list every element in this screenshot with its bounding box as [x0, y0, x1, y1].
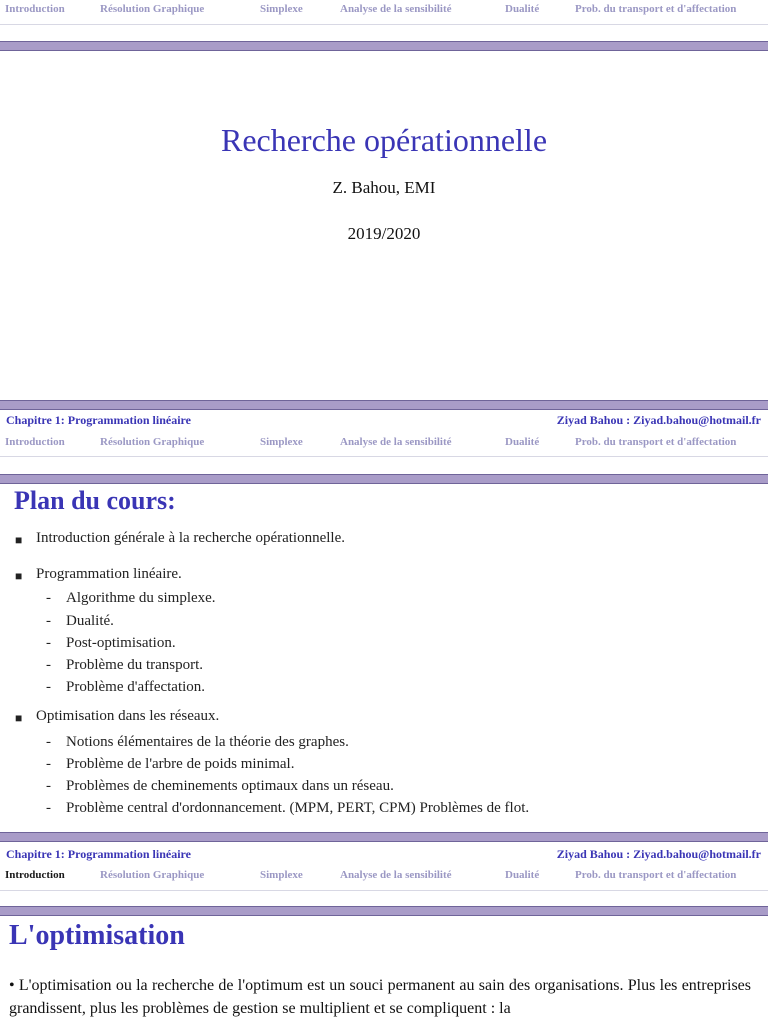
nav-item-simplexe[interactable]: Simplexe: [260, 3, 303, 15]
sub-item: Problème d'affectation.: [66, 679, 206, 695]
footer-contact: Ziyad Bahou : Ziyad.bahou@hotmail.fr: [556, 413, 761, 427]
sub-item: Post-optimisation.: [66, 635, 176, 651]
footer-band: [0, 400, 768, 410]
nav-divider: [0, 890, 768, 891]
nav-item-introduction[interactable]: Introduction: [5, 3, 65, 15]
nav-item-simplexe[interactable]: Simplexe: [260, 869, 303, 881]
list-item: [0, 566, 768, 706]
bullet-icon: ■: [15, 711, 23, 725]
nav-item-resolution-graphique[interactable]: Résolution Graphique: [100, 869, 205, 881]
nav-item-dualite[interactable]: Dualité: [505, 3, 540, 15]
sub-item: Notions élémentaires de la théorie des graphes.: [66, 734, 349, 750]
dash-marker: -: [46, 613, 51, 629]
nav-bar-slide2: [0, 433, 768, 455]
nav-divider: [0, 24, 768, 25]
presentation-title: Recherche opérationnelle: [220, 122, 548, 158]
nav-item-transport-affectation[interactable]: Prob. du transport et d'affectation: [575, 436, 737, 448]
footer-chapter: Chapitre 1: Programmation linéaire: [6, 847, 191, 861]
nav-item-dualite[interactable]: Dualité: [505, 436, 540, 448]
slide-heading: Plan du cours:: [14, 486, 176, 515]
nav-item-dualite[interactable]: Dualité: [505, 869, 540, 881]
nav-bar-slide3: [0, 866, 768, 888]
dash-marker: -: [46, 734, 51, 750]
sub-item: Dualité.: [66, 613, 114, 629]
nav-item-introduction[interactable]: Introduction: [5, 436, 65, 448]
sub-item: Algorithme du simplexe.: [66, 590, 216, 606]
nav-item-analyse-sensibilite[interactable]: Analyse de la sensibilité: [340, 436, 452, 448]
section-title: Optimisation dans les réseaux.: [36, 708, 220, 724]
section-title: Programmation linéaire.: [36, 566, 182, 582]
bullet-icon: ■: [15, 533, 23, 547]
sub-item: Problème du transport.: [66, 657, 204, 673]
nav-item-resolution-graphique[interactable]: Résolution Graphique: [100, 436, 205, 448]
nav-item-analyse-sensibilite[interactable]: Analyse de la sensibilité: [340, 3, 452, 15]
nav-item-transport-affectation[interactable]: Prob. du transport et d'affectation: [575, 869, 737, 881]
nav-item-simplexe[interactable]: Simplexe: [260, 436, 303, 448]
dash-marker: -: [46, 800, 51, 816]
footer-contact: Ziyad Bahou : Ziyad.bahou@hotmail.fr: [556, 847, 761, 861]
nav-item-resolution-graphique[interactable]: Résolution Graphique: [100, 3, 205, 15]
dash-marker: -: [46, 590, 51, 606]
dash-marker: -: [46, 778, 51, 794]
dash-marker: -: [46, 679, 51, 695]
nav-item-introduction[interactable]: Introduction: [5, 869, 65, 881]
sub-item: Problème de l'arbre de poids minimal.: [66, 756, 295, 772]
header-band: [0, 474, 768, 484]
header-band: [0, 41, 768, 51]
sub-item: Problèmes de cheminements optimaux dans un réseau.: [66, 778, 394, 794]
list-item: [0, 530, 768, 552]
header-band: [0, 906, 768, 916]
presentation-year: 2019/2020: [347, 224, 421, 243]
slide-footer: [0, 845, 768, 863]
nav-bar-top: [0, 0, 768, 22]
footer-chapter: Chapitre 1: Programmation linéaire: [6, 413, 191, 427]
dash-marker: -: [46, 635, 51, 651]
list-item: [0, 708, 768, 828]
slide-paragraph: • L'optimisation ou la recherche de l'optimum est un souci permanent au sain des organisations. Plus les entreprises grandissent, plus les problèmes de gestion se multiplient et se compliquent : la: [9, 977, 751, 1017]
presentation-author: Z. Bahou, EMI: [332, 178, 436, 197]
nav-item-transport-affectation[interactable]: Prob. du transport et d'affectation: [575, 3, 737, 15]
slide-heading: L'optimisation: [9, 920, 185, 951]
nav-item-analyse-sensibilite[interactable]: Analyse de la sensibilité: [340, 869, 452, 881]
nav-divider: [0, 456, 768, 457]
dash-marker: -: [46, 756, 51, 772]
sub-item: Problème central d'ordonnancement. (MPM, PERT, CPM) Problèmes de flot.: [66, 800, 530, 816]
bullet-icon: ■: [15, 569, 23, 583]
dash-marker: -: [46, 657, 51, 673]
section-title: Introduction générale à la recherche opérationnelle.: [36, 530, 346, 546]
slide-footer: [0, 411, 768, 429]
footer-band: [0, 832, 768, 842]
